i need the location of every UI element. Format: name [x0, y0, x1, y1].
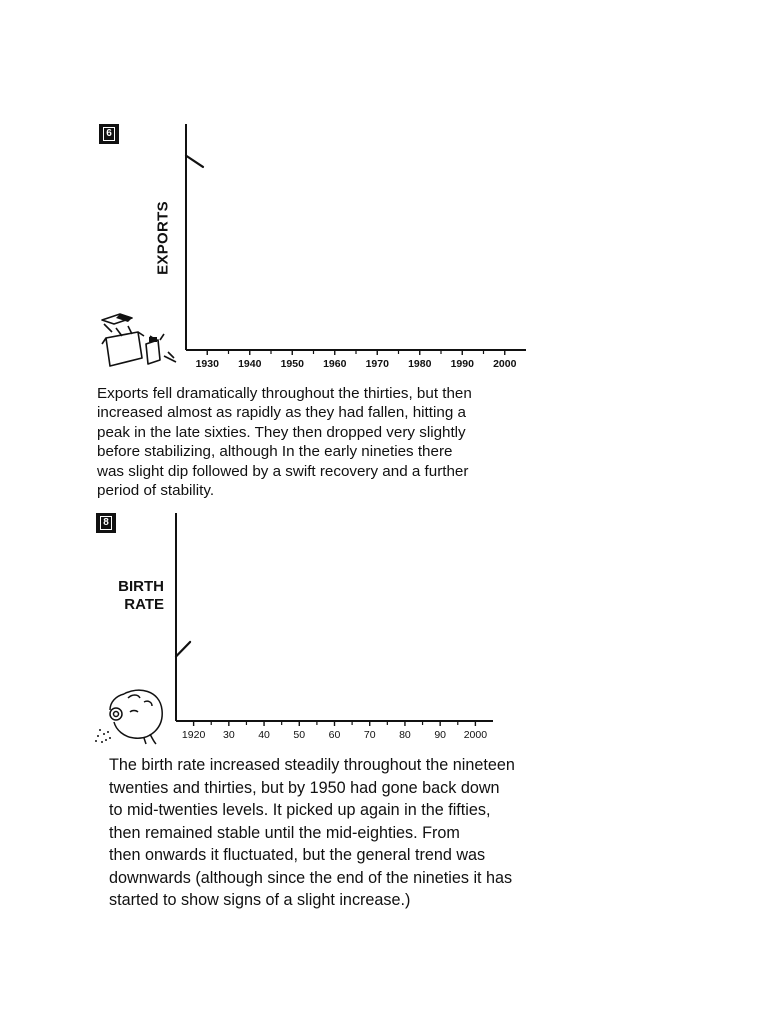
series-line [176, 642, 190, 657]
baby-face-icon [94, 684, 170, 746]
x-tick-label: 1980 [408, 358, 432, 370]
x-tick-label: 1990 [450, 358, 474, 370]
x-tick-label: 1920 [181, 729, 206, 741]
x-tick-label: 50 [293, 729, 306, 741]
caption-exports: Exports fell dramatically throughout the thirties, but then increased almost as rapidly as they had fallen, hitting a peak in the late sixties. They then dropped very slightly before stabilizing, although In the early nineties there was slight dip followed by a swift recovery and a further period of stability. [97, 385, 472, 500]
x-tick-label: 60 [328, 729, 341, 741]
x-tick-label: 1950 [280, 358, 304, 370]
x-tick-label: 1930 [195, 358, 219, 370]
x-tick-label: 2000 [463, 729, 488, 741]
y-axis-label-birth-rate: BIRTH RATE [118, 578, 164, 613]
x-tick-label: 70 [363, 729, 376, 741]
x-tick-label: 40 [258, 729, 270, 741]
x-tick-label: 90 [434, 729, 447, 741]
x-tick-label: 1960 [323, 358, 347, 370]
chart-badge-6: 6 [99, 124, 119, 144]
caption-birth-rate: The birth rate increased steadily throughout the nineteen twenties and thirties, but by 1950 had gone back down to mid-twenties levels. It picked up again in the fifties, then remained stable until the mid-eighties. From then onwards it fluctuated, but the general trend was downwards (although since the end of the nineties it has started to show signs of a slight increase.) [109, 756, 515, 909]
x-tick-label: 30 [222, 729, 235, 741]
chart-badge-8: 8 [96, 513, 116, 533]
x-tick-label: 80 [399, 729, 411, 741]
x-tick-label: 1940 [238, 358, 262, 370]
x-tick-label: 1970 [365, 358, 389, 370]
x-tick-label: 2000 [493, 358, 517, 370]
